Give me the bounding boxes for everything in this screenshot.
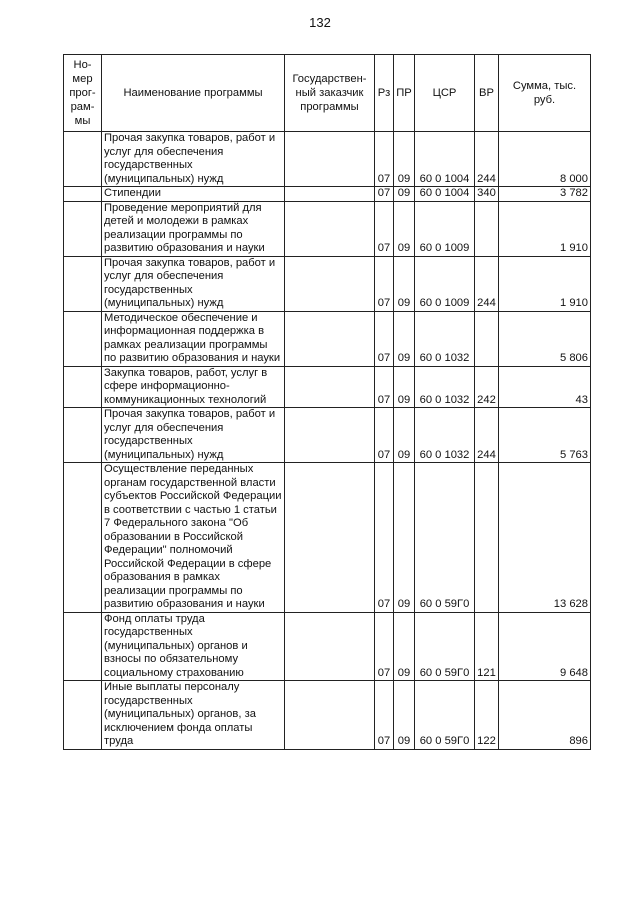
program-number-cell — [64, 132, 102, 187]
vr-cell: 121 — [475, 612, 499, 681]
rz-cell: 07 — [375, 132, 394, 187]
table-row — [64, 256, 591, 311]
rz-cell: 07 — [375, 201, 394, 256]
csr-cell: 60 0 59Г0 — [415, 463, 475, 613]
program-number-cell — [64, 366, 102, 408]
rz-cell: 07 — [375, 408, 394, 463]
sum-cell: 5 763 — [499, 408, 591, 463]
vr-cell: 340 — [475, 187, 499, 202]
rz-cell: 07 — [375, 463, 394, 613]
sum-cell: 9 648 — [499, 612, 591, 681]
pr-cell: 09 — [394, 256, 415, 311]
vr-cell: 122 — [475, 681, 499, 750]
pr-cell: 09 — [394, 681, 415, 750]
program-number-cell — [64, 256, 102, 311]
header-csr: ЦСР — [415, 55, 475, 132]
vr-cell — [475, 463, 499, 613]
table-row — [64, 201, 591, 256]
sum-cell: 43 — [499, 366, 591, 408]
program-name-cell: Иные выплаты персоналу государственных (муниципальных) органов, за исключением фонда оплаты труда — [102, 681, 285, 750]
pr-cell: 09 — [394, 463, 415, 613]
program-number-cell — [64, 463, 102, 613]
program-number-cell — [64, 311, 102, 366]
table-row — [64, 612, 591, 681]
sum-cell: 13 628 — [499, 463, 591, 613]
customer-cell — [285, 681, 375, 750]
sum-cell: 8 000 — [499, 132, 591, 187]
pr-cell: 09 — [394, 132, 415, 187]
csr-cell: 60 0 1009 — [415, 256, 475, 311]
header-pr: ПР — [394, 55, 415, 132]
rz-cell: 07 — [375, 612, 394, 681]
table-row — [64, 132, 591, 187]
pr-cell: 09 — [394, 612, 415, 681]
program-number-cell — [64, 612, 102, 681]
customer-cell — [285, 256, 375, 311]
customer-cell — [285, 132, 375, 187]
pr-cell: 09 — [394, 366, 415, 408]
program-name-cell: Осуществление переданных органам государственной власти субъектов Российской Федерации в соответствии с частью 1 статьи 7 Федерального закона "Об образовании в Российской Федерации" полномочий Российской Федерации в сфере образования в рамках реализации программы по развитию образования и науки — [102, 463, 285, 613]
customer-cell — [285, 408, 375, 463]
vr-cell: 244 — [475, 132, 499, 187]
program-name-cell: Закупка товаров, работ, услуг в сфере информационно-коммуникационных технологий — [102, 366, 285, 408]
program-name-cell: Прочая закупка товаров, работ и услуг для обеспечения государственных (муниципальных) нужд — [102, 132, 285, 187]
budget-table — [63, 54, 591, 750]
program-number-cell — [64, 201, 102, 256]
customer-cell — [285, 366, 375, 408]
sum-cell: 3 782 — [499, 187, 591, 202]
pr-cell: 09 — [394, 311, 415, 366]
csr-cell: 60 0 1009 — [415, 201, 475, 256]
sum-cell: 896 — [499, 681, 591, 750]
program-name-cell: Прочая закупка товаров, работ и услуг для обеспечения государственных (муниципальных) нужд — [102, 256, 285, 311]
program-number-cell — [64, 681, 102, 750]
vr-cell: 242 — [475, 366, 499, 408]
csr-cell: 60 0 1032 — [415, 408, 475, 463]
vr-cell — [475, 201, 499, 256]
csr-cell: 60 0 59Г0 — [415, 681, 475, 750]
sum-cell: 5 806 — [499, 311, 591, 366]
customer-cell — [285, 201, 375, 256]
table-row — [64, 187, 591, 202]
program-number-cell — [64, 187, 102, 202]
vr-cell: 244 — [475, 256, 499, 311]
customer-cell — [285, 311, 375, 366]
rz-cell: 07 — [375, 256, 394, 311]
csr-cell: 60 0 1032 — [415, 311, 475, 366]
table-row — [64, 366, 591, 408]
table-row — [64, 463, 591, 613]
rz-cell: 07 — [375, 311, 394, 366]
sum-cell: 1 910 — [499, 201, 591, 256]
header-name: Наименование программы — [102, 55, 285, 132]
customer-cell — [285, 463, 375, 613]
header-number: Но-мер прог-рам-мы — [64, 55, 102, 132]
csr-cell: 60 0 59Г0 — [415, 612, 475, 681]
program-name-cell: Проведение мероприятий для детей и молодежи в рамках реализации программы по развитию образования и науки — [102, 201, 285, 256]
vr-cell: 244 — [475, 408, 499, 463]
header-rz: Рз — [375, 55, 394, 132]
customer-cell — [285, 612, 375, 681]
rz-cell: 07 — [375, 681, 394, 750]
sum-cell: 1 910 — [499, 256, 591, 311]
header-vr: ВР — [475, 55, 499, 132]
table-row — [64, 408, 591, 463]
csr-cell: 60 0 1032 — [415, 366, 475, 408]
program-name-cell: Методическое обеспечение и информационная поддержка в рамках реализации программы по развитию образования и науки — [102, 311, 285, 366]
program-number-cell — [64, 408, 102, 463]
pr-cell: 09 — [394, 201, 415, 256]
page-number: 132 — [309, 15, 331, 30]
table-row — [64, 311, 591, 366]
rz-cell: 07 — [375, 366, 394, 408]
csr-cell: 60 0 1004 — [415, 132, 475, 187]
pr-cell: 09 — [394, 187, 415, 202]
csr-cell: 60 0 1004 — [415, 187, 475, 202]
program-name-cell: Стипендии — [102, 187, 285, 202]
header-row — [64, 55, 591, 132]
header-sum: Сумма, тыс. руб. — [499, 55, 591, 132]
program-name-cell: Прочая закупка товаров, работ и услуг для обеспечения государственных (муниципальных) нужд — [102, 408, 285, 463]
table-row — [64, 681, 591, 750]
vr-cell — [475, 311, 499, 366]
rz-cell: 07 — [375, 187, 394, 202]
pr-cell: 09 — [394, 408, 415, 463]
program-name-cell: Фонд оплаты труда государственных (муниципальных) органов и взносы по обязательному социальному страхованию — [102, 612, 285, 681]
customer-cell — [285, 187, 375, 202]
header-customer: Государствен-ный заказчик программы — [285, 55, 375, 132]
